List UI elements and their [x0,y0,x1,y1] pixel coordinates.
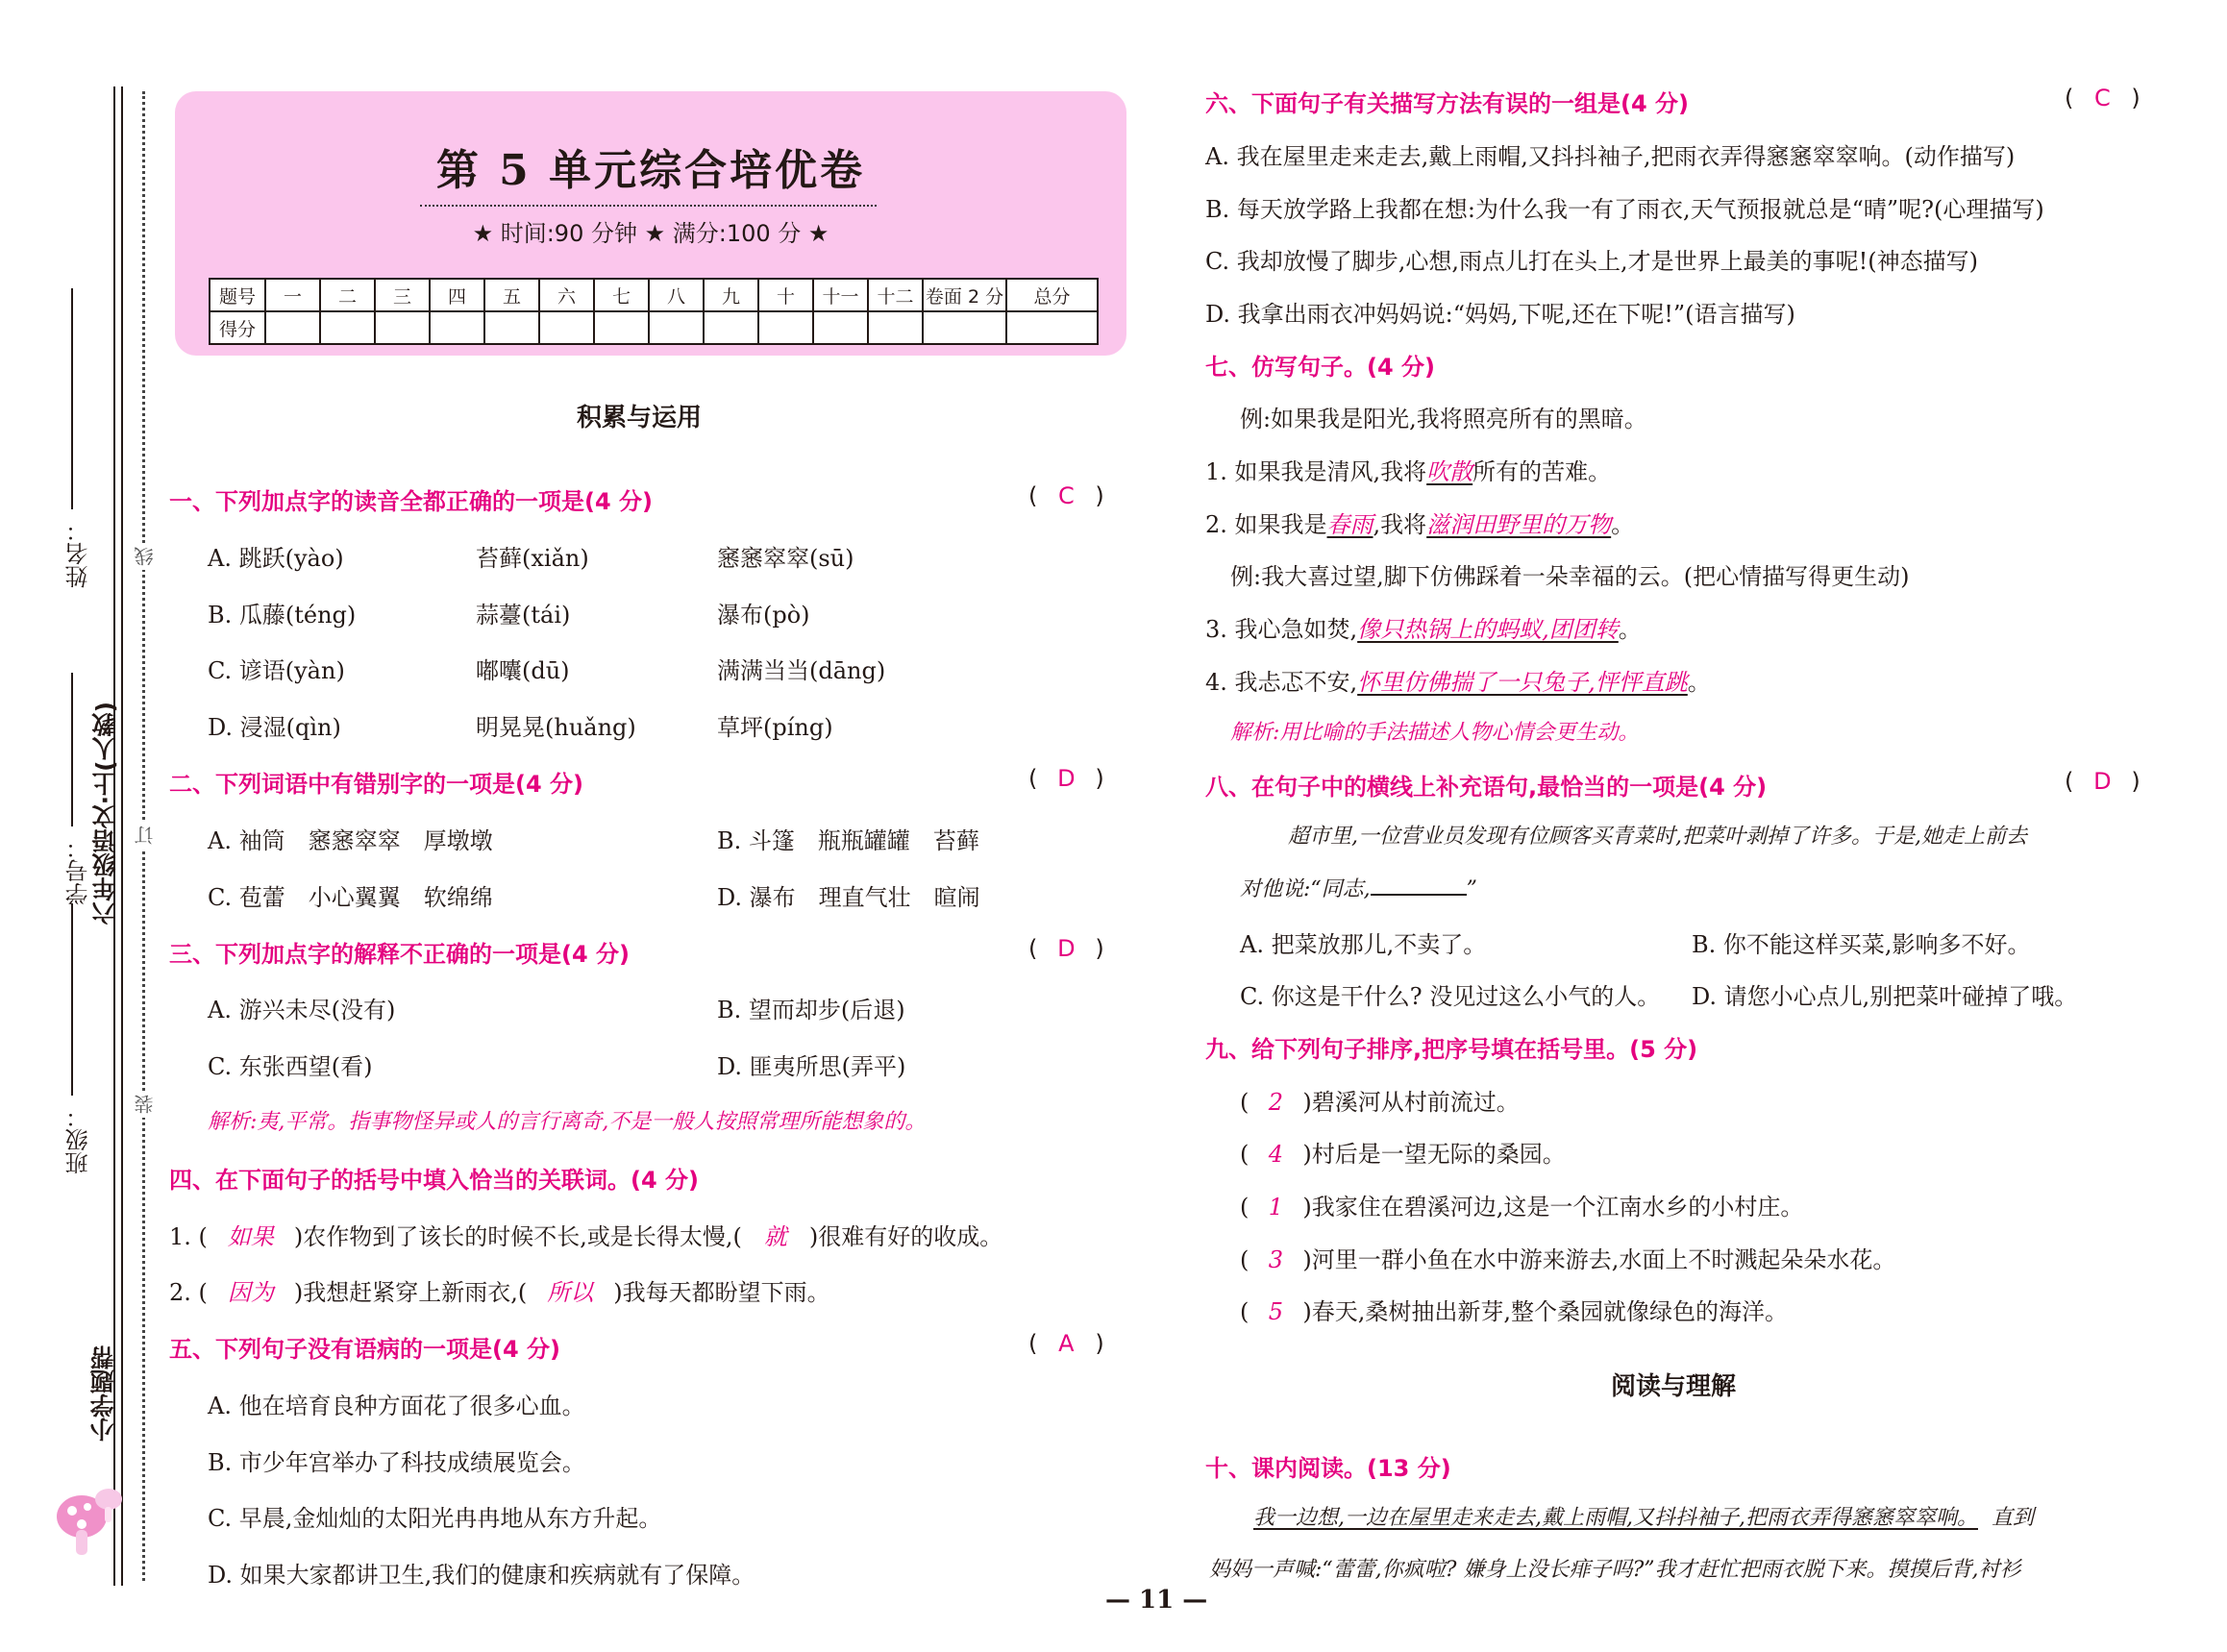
score-cell[interactable] [539,311,594,344]
q1-option-a-2: 苔藓(xiǎn) [476,545,589,572]
name-label: 姓名： [65,519,92,588]
score-head-cell: 八 [649,279,704,311]
q4-l1-post: )很难有好的收成。 [808,1223,1003,1250]
q9-item-text: )碧溪河从村前流过。 [1302,1089,1520,1116]
q7-s3-pre: 3. 我心急如焚, [1205,616,1358,643]
q8-answer-value: D [2093,768,2112,795]
q9-item-text: )我家住在碧溪河边,这是一个江南水乡的小村庄。 [1302,1194,1804,1221]
q8-option-d: D. 请您小心点儿,别把菜叶碰掉了哦。 [1692,983,2078,1010]
q7-sentence-3 [1205,610,1642,644]
q4-stem: 四、在下面句子的括号中填入恰当的关联词。(4 分) [169,1167,699,1194]
q7-s2-post: 。 [1611,511,1635,538]
q2-answer: ( D ) [1028,765,1104,792]
q5-option-d: D. 如果大家都讲卫生,我们的健康和疾病就有了保障。 [208,1562,755,1589]
section-title-accumulation: 积累与运用 [577,404,703,432]
mushroom-icon [53,1480,130,1566]
score-head-cell: 二 [320,279,375,311]
q9-item-text: )春天,桑树抽出新芽,整个桑园就像绿色的海洋。 [1302,1298,1788,1325]
exam-header [175,91,1126,356]
q6-option-b: B. 每天放学路上我都在想:为什么我一有了雨衣,天气预报就总是“晴”呢?(心理描写) [1205,196,2044,223]
score-cell[interactable] [813,311,868,344]
q1-option-b-3: 瀑布(pò) [717,602,810,629]
q2-option-c: C. 苞蕾 小心翼翼 软绵绵 [208,884,493,911]
score-cell[interactable] [923,311,1006,344]
q8-stem: 八、在句子中的横线上补充语句,最恰当的一项是(4 分) [1205,774,1768,801]
q5-answer: ( A ) [1028,1330,1104,1357]
q3-option-a: A. 游兴未尽(没有) [208,997,396,1023]
q4-l2-pre: 2. ( [169,1279,208,1306]
q7-s1-post: 所有的苦难。 [1472,458,1612,485]
q2-option-d: D. 瀑布 理直气壮 暄闹 [717,884,980,911]
q3-answer-value: D [1057,935,1076,962]
q8-blank[interactable] [1371,875,1467,896]
q8-option-b: B. 你不能这样买菜,影响多不好。 [1692,931,2031,958]
q9-item: ( 3 )河里一群小鱼在水中游来游去,水面上不时溅起朵朵水花。 [1240,1246,1896,1273]
q4-l2-mid: )我想赶紧穿上新雨衣,( [293,1279,528,1306]
q1-answer-value: C [1057,482,1075,509]
q10-stem: 十、课内阅读。(13 分) [1205,1455,1451,1482]
q8-passage-1: 超市里,一位营业员发现有位顾客买青菜时,把菜叶剥掉了许多。于是,她走上前去 [1288,825,2027,849]
q9-item: ( 4 )村后是一望无际的桑园。 [1240,1141,1566,1168]
q1-option-b-1: B. 瓜藤(téng) [208,602,357,629]
q7-s2-fill: 春雨 [1326,511,1373,538]
score-cell[interactable] [758,311,813,344]
cut-mark-bind: 装 [131,1091,159,1118]
q7-stem: 七、仿写句子。(4 分) [1205,354,1435,381]
q7-s3-post: 。 [1618,616,1642,643]
q9-item-text: )河里一群小鱼在水中游来游去,水面上不时溅起朵朵水花。 [1302,1246,1896,1273]
q6-stem: 六、下面句子有关描写方法有误的一组是(4 分) [1205,90,1689,117]
exam-title: 第 5 单元综合培优卷 [435,146,866,195]
score-head-cell: 四 [430,279,484,311]
q1-option-a-3: 窸窸窣窣(sū) [717,545,854,572]
q3-option-c: C. 东张西望(看) [208,1053,373,1080]
q7-s1-pre: 1. 如果我是清风,我将 [1205,458,1427,485]
brand-label: 小学题帮 [89,1345,117,1442]
q2-option-a: A. 袖筒 窸窸窣窣 厚墩墩 [208,827,493,854]
q1-answer: ( C ) [1028,482,1104,509]
q9-item-order: 2 [1268,1089,1284,1116]
q6-option-a: A. 我在屋里走来走去,戴上雨帽,又抖抖袖子,把雨衣弄得窸窸窣窣响。(动作描写) [1205,143,2016,170]
q4-l2-fill-2: 所以 [547,1279,594,1306]
q7-s2-fill-2: 滋润田野里的万物 [1426,511,1612,538]
course-label: 六年级语文·上(人教) [91,702,119,925]
score-cell[interactable] [430,311,484,344]
q4-l2-fill-1: 因为 [227,1279,274,1306]
q7-s1-fill: 吹散 [1426,458,1473,485]
q10-passage-line-1 [1253,1501,2034,1531]
q7-s4-pre: 4. 我忐忑不安, [1205,669,1358,696]
q4-l1-mid: )农作物到了该长的时候不长,或是长得太慢,( [293,1223,742,1250]
q7-s4-post: 。 [1687,669,1711,696]
score-head-cell: 一 [265,279,320,311]
q8-passage-2 [1240,873,1477,902]
q1-option-d-2: 明晃晃(huǎng) [476,714,636,741]
q4-l1-fill-1: 如果 [227,1223,274,1250]
q3-explanation: 解析:夷,平常。指事物怪异或人的言行离奇,不是一般人按照常理所能想象的。 [208,1110,927,1134]
q7-s3-fill: 像只热锅上的蚂蚁,团团转 [1357,616,1619,643]
q1-option-c-1: C. 谚语(yàn) [208,657,345,684]
q1-option-d-3: 草坪(píng) [717,714,833,741]
q3-answer: ( D ) [1028,935,1104,962]
q3-stem: 三、下列加点字的解释不正确的一项是(4 分) [169,941,630,968]
q1-option-c-2: 嘟囔(dū) [476,657,570,684]
q7-s2-pre: 2. 如果我是 [1205,511,1327,538]
q2-answer-value: D [1057,765,1076,792]
q1-option-d-1: D. 浸湿(qìn) [208,714,341,741]
q6-option-c: C. 我却放慢了脚步,心想,雨点儿打在头上,才是世界上最美的事呢!(神态描写) [1205,248,1979,275]
q4-l2-post: )我每天都盼望下雨。 [613,1279,830,1306]
score-cell[interactable] [484,311,539,344]
q1-option-c-3: 满满当当(dāng) [717,657,886,684]
q7-example-2: 例:我大喜过望,脚下仿佛踩着一朵幸福的云。(把心情描写得更生动) [1230,563,1910,590]
q8-passage-2-end: ” [1466,877,1477,901]
exam-subtitle: ★ 时间:90 分钟 ★ 满分:100 分 ★ [472,220,829,247]
q9-item-order: 4 [1268,1141,1284,1168]
q6-option-d: D. 我拿出雨衣冲妈妈说:“妈妈,下呢,还在下呢!”(语言描写) [1205,301,1795,328]
q6-answer-value: C [2093,85,2111,111]
score-head-cell: 九 [704,279,758,311]
q1-option-a-1: A. 跳跃(yào) [208,545,344,572]
id-field-line [71,673,73,826]
q4-l1-fill-2: 就 [763,1223,787,1250]
q1-option-b-2: 蒜薹(tái) [476,602,571,629]
q9-item: ( 5 )春天,桑树抽出新芽,整个桑园就像绿色的海洋。 [1240,1298,1788,1325]
score-table [209,278,1099,345]
q5-option-c: C. 早晨,金灿灿的太阳光冉冉地从东方升起。 [208,1505,662,1532]
q7-example-1: 例:如果我是阳光,我将照亮所有的黑暗。 [1240,406,1647,432]
score-table-head-row [210,279,1098,311]
title-divider [420,205,877,207]
q7-explanation: 解析:用比喻的手法描述人物心情会更生动。 [1230,721,1640,745]
score-head-cell: 卷面 2 分 [923,279,1006,311]
q7-sentence-4 [1205,663,1711,697]
score-row-label: 得分 [210,311,265,344]
score-cell[interactable] [320,311,375,344]
cut-mark-staple: 订 [131,822,159,849]
id-label: 学号： [65,836,92,905]
q8-answer: ( D ) [2065,768,2140,795]
q7-s2-mid: ,我将 [1373,511,1427,538]
q9-item-order: 3 [1268,1246,1284,1273]
q5-answer-value: A [1058,1330,1075,1357]
q9-item-order: 1 [1268,1194,1284,1221]
q10-line-1-end: 直到 [1991,1506,2034,1530]
q2-option-b: B. 斗篷 瓶瓶罐罐 苔藓 [717,827,979,854]
section-title-reading: 阅读与理解 [1611,1372,1737,1401]
score-head-cell: 三 [375,279,430,311]
score-head-cell: 十 [758,279,813,311]
score-cell[interactable] [704,311,758,344]
score-cell[interactable] [265,311,320,344]
page-number: — 11 — [1105,1586,1208,1615]
name-field-line [71,288,73,509]
q9-item-text: )村后是一望无际的桑园。 [1302,1141,1566,1168]
q8-option-c: C. 你这是干什么? 没见过这么小气的人。 [1240,983,1661,1010]
q9-item: ( 1 )我家住在碧溪河边,这是一个江南水乡的小村庄。 [1240,1194,1804,1221]
q9-item-order: 5 [1268,1298,1284,1325]
score-table-score-row [210,311,1098,344]
q5-option-b: B. 市少年宫举办了科技成绩展览会。 [208,1449,585,1476]
score-cell[interactable] [594,311,649,344]
q8-option-a: A. 把菜放那儿,不卖了。 [1240,931,1487,958]
cut-mark-line: 线 [131,543,159,570]
q4-line-1 [169,1218,1002,1251]
q7-s4-fill: 怀里仿佛揣了一只兔子,怦怦直跳 [1357,669,1688,696]
score-head-cell: 五 [484,279,539,311]
q10-passage-line-2: 妈妈一声喊:“蕾蕾,你疯啦? 嫌身上没长痱子吗?”我才赶忙把雨衣脱下来。摸摸后背,衬衫 [1209,1558,2021,1582]
q2-stem: 二、下列词语中有错别字的一项是(4 分) [169,771,583,798]
score-head-cell: 六 [539,279,594,311]
q4-line-2 [169,1273,830,1307]
q4-l1-pre: 1. ( [169,1223,208,1250]
score-head-cell: 总分 [1006,279,1098,311]
q7-sentence-1 [1205,453,1611,486]
class-label: 班级： [65,1105,92,1174]
score-cell[interactable] [649,311,704,344]
q7-sentence-2 [1205,505,1634,539]
q9-item: ( 2 )碧溪河从村前流过。 [1240,1089,1520,1116]
score-cell[interactable] [1006,311,1098,344]
q5-stem: 五、下列句子没有语病的一项是(4 分) [169,1336,560,1363]
score-head-cell: 十一 [813,279,868,311]
q10-underlined-sentence: 我一边想,一边在屋里走来走去,戴上雨帽,又抖抖袖子,把雨衣弄得窸窸窣窣响。 [1253,1506,1978,1530]
class-field-line [71,903,73,1096]
score-head-cell: 七 [594,279,649,311]
q6-answer: ( C ) [2065,85,2140,111]
q1-stem: 一、下列加点字的读音全都正确的一项是(4 分) [169,488,653,515]
score-head-cell: 十二 [868,279,923,311]
binding-margin [0,0,157,1652]
q8-passage-2-text: 对他说:“同志, [1240,877,1371,901]
q5-option-a: A. 他在培育良种方面花了很多心血。 [208,1393,585,1419]
score-head-cell: 题号 [210,279,265,311]
q3-option-b: B. 望而却步(后退) [717,997,905,1023]
score-cell[interactable] [375,311,430,344]
q9-stem: 九、给下列句子排序,把序号填在括号里。(5 分) [1205,1036,1698,1063]
q3-option-d: D. 匪夷所思(弄平) [717,1053,906,1080]
score-cell[interactable] [868,311,923,344]
